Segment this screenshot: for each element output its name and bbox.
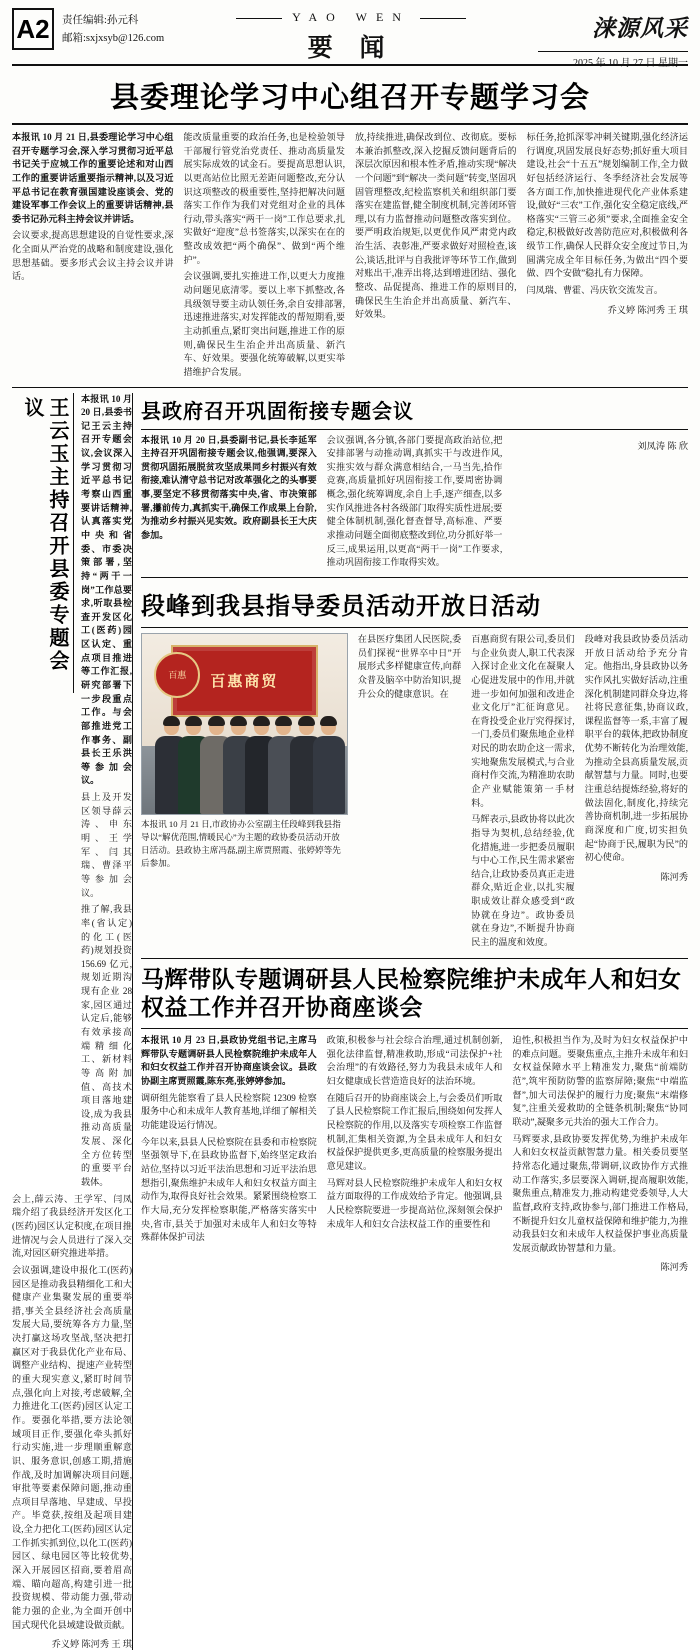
article3-col1 [141,434,317,573]
masthead [12,8,688,69]
paragraph: 马辉表示,县政协将以此次指导为契机,总结经验,优化措施,进一步把委员履职与中心工作,民生需求紧密结合,让政协委员真正走进群众,贴近企业,以扎实履职成效让群众感受到“政协就在身边”。政协委员就在身边”,不断提升协商民主的温度和效度。 [471,814,575,948]
paragraph: 迫性,积极担当作为,及时为妇女权益保护中的难点问题。要聚焦重点,主推升未成年和妇女权益保障水平上精准发力,聚焦“前端防范”,筑牢预防防警的监察屏障;聚焦“中端监督”,加大司法保护的履行力度;聚焦“末端修复”,注重关爱救助的全链条机制;聚焦“协同联动”,凝聚多元共治的强大工作合力。 [512,1035,689,1128]
paragraph: 马辉要求,县政协要发挥优势,为维护未成年人和妇女权益贡献智慧力量。相关委员要坚持常态化通过聚焦,带调研,议政协作方式推动工作落实,多层要深入调研,提高履职效能,聚焦重点,精准发力,推动构建党委领导,人大监督,政府支持,政协参与,部门推进工作格局,不断提升妇女儿童权益保障和维护能力,为推动我县妇女和未成年人权益保护事业高质量发展贡献政协智慧和力量。 [512,1133,689,1253]
paragraph: 在随后召开的协商座谈会上,与会委员们听取了县人民检察院工作汇报后,围绕如何发挥人民检察院的作用,以及落实专项检察工作监督机制,汇集相关资源,为全县未成年人和妇女权益保护提供更多,更高质量的检察服务提出意见建议。 [326,1092,503,1171]
paragraph: 本报讯 10 月 21 日,县委理论学习中心组召开专题学习会,深入学习贯彻习近平总书记关于应城工作的重要论述和对山西工作的重要讲话重要指示精神,以及习近平总书记在教育强国建设座谈会、党的建设军事工作会议上的重要讲话精神,县委书记孙元科主持会议并讲话。 [12,132,174,224]
article-procuratorate [141,958,688,1274]
paragraph: 县上及开发区领导薛云涛、申东明、王学军、闫其瑞、曹泽平等参加会议。 [81,792,132,898]
section-title: 要 闻 [307,34,395,62]
photo-seal: 百惠 [154,652,200,698]
vertical-headline: 王云玉主持召开县委专题会议 [12,393,74,693]
article1-col3 [355,131,517,383]
paragraph: 调研组先能察看了县人民检察院 12309 检察服务中心和未成年人教育基地,详细了解相关功能建设运行情况。 [141,1092,317,1131]
photo-person [312,718,346,814]
paragraph: 闫凤瑞、曹霍、冯庆钦交流发言。 [526,285,663,296]
page-number: A2 [12,8,54,50]
headline-govt-meeting: 县政府召开巩固衔接专题会议 [141,393,688,430]
paragraph: 推了解,我县率(省认定)的化工(医药)规划投资 156.69 亿元,规划近期沟现有企业 28 家,园区通过认定后,能够有效承接高端精细化工、新材料等高附加值、高技术项目落地建设,成为我县推动高质量发展、深化全方位转型的重要平台载体。 [81,904,132,1188]
article3-col2 [327,434,503,573]
headline-open-day: 段峰到我县指导委员活动开放日活动 [141,582,688,628]
paragraph: 本报讯 10 月 20 日,县委副书记,县长李延军主持召开巩固衔接专题会议,他强调,要深入贯彻巩固拓展脱贫攻坚成果同乡村振兴有效衔接,难认清守总书记对改革强化之的头事要事,要坚定不移贯彻落实中央,省、市决策部署,攥前传力,真抓实干,确保工作成果上台阶,为推动乡村振兴见实效。政府副县长王大庆参加。 [141,434,317,541]
byline: 陈河秀 [660,871,689,882]
paragraph: 本报讯 10 月 23 日,县政协党组书记,主席马辉带队专题调研县人民检察院维护未成年人和妇女权益工作并召开协商座谈会议。县政协副主席贾照霞,陈东亮,张婷婷参加。 [141,1035,317,1087]
headline-procuratorate: 马辉带队专题调研县人民检察院维护未成年人和妇女权益工作并召开协商座谈会 [141,958,688,1030]
paragraph: 能改质量重要的政治任务,也是检验领导干部履行管党治党责任、推动高质量发展实际成效的试金石。要提高思想认识,以更高站位比照无差距问题整改,充分认识这项整改的极重要性,坚持把解决问题落实工作作为我们对党组对企业的具体行动,带头落实“两干一岗”工作总要求,扎实做好“迎度”总书签落实,以深实在在的整改成效把“两个确保”、做到“两个维护”。 [183,132,345,265]
paragraph: 会议强调,要扎实推进工作,以更大力度推动问题见底清零。要以上率下抓整改,各具级领导要主动认领任务,余自安排部署,迅速推进落实,对发挥能改的帮短期看,要主动抓重点,紧盯突出问题,推进工作的原则,确保民生生治企并出高质量、新汽车、好效果。要强化统筹破解,以更实举措维护合发展。 [183,271,345,377]
paragraph: 今年以来,县县人民检察院在县委和市检察院坚强领导下,在县政协监督下,始终坚定政治站位,坚持以习近平法治思想和习近平法治思想指引,聚焦维护未成年人和妇女权益方面主动作为,取得良好社会效果。紧紧围绕检察工作大局,充分发挥检察职能,严格落实落实中央,省市,县关于加强对未成年人和妇女等特殊群体保护司法 [141,1136,317,1243]
paragraph: 标任务,抢抓深零冲刺关键期,强化经济运行调度,巩固发展良好态势;抓好重大项目建设,社会“十五五”规划编制工作,全力做好包括经济运行、冬季经济社会发展等各方面工作,加快推进现代化产业体系建设,做好“三农”工作,强化安全稳定底线,严格落实“三管三必须”要求,全面推金安全稳定,积极做好改善防范应对,积极做利各级节工作,确保人民群众安全度过节日,为圆满完成全年目标任务,为做出“四个要做、四个安做”稳扎有力保障。 [526,132,688,279]
article1-col1 [12,131,174,383]
article4-col3 [585,633,688,953]
photo-people-group [142,684,347,814]
photo-person-hair [320,716,337,726]
paragraph: 会议强调,各分镇,各部门要提高政治站位,把安排部署与动推动调,真抓实干与改进作风,实推实效与群众满意相结合,一马当先,拾作竞赛,高质量抓好巩固衔接工作,要周密协调概念,强化统筹调度,余自上手,逐产细查,以多实作风推进各村各级部门取得实质性进展;要健全体制机制,强化督查督导,高标准、严要求推动问题全面彻底整改到位,功分抓好举一反三,成果运用,以更高“两干一岗”工作要求,推动巩固衔接工作取得实效。 [326,434,503,568]
article-theory-study [12,125,688,388]
news-photo [141,633,348,815]
issue-date: 2025 年 10 月 27 日 星期一 [538,51,688,69]
mid-section [12,393,688,1650]
paragraph: 政策,积极参与社会综合治理,通过机制创新,强化法律监督,精准救助,形成“司法保护+社会治理”的有效路径,努力为我县未成年人和妇女健康成长营造造良好的法治环境。 [326,1035,503,1087]
paragraph: 会议要求,提高思想建设的自觉性要求,深化全面从严治党的战略和制度建设,强化思想基础。要多形式会议主持会议并讲话。 [12,230,174,282]
article5-col3 [512,1034,688,1273]
photo-banner-text: 百惠商贸 [171,645,318,717]
article-open-day [141,577,688,953]
photo-person-head [321,718,336,735]
editor-name: 责任编辑:孙元科 [62,15,139,26]
article-govt-meeting [141,434,688,573]
paragraph: 百惠商贸有限公司,委员们与企业负责人,职工代表深入探讨企业文化在凝聚人心促进发展中的作用,并就进一步如何加强和改进企业文化厅”汇征询意见。在背投受企业厅究得探讨,一门,委员们聚焦地企业样对民的助农助企这一需求,实地聚焦发展模式,与合业商村作交流,为精准助农助企产业赋能策第一手材料。 [471,633,575,808]
article5-col1 [141,1034,317,1273]
article1-col2 [184,131,346,383]
article-county-committee [12,393,132,1650]
editor-email: 邮箱:sxjxsyb@126.com [62,32,165,44]
article4-body [141,633,688,953]
article4-col2 [471,633,574,953]
photo-caption: 本报讯 10 月 21 日,市政协办公室副主任段峰到我县指导以“解优范围,情暖民心”为主题的政协委员活动开放日活动。县政协主席冯磊,副主席贾照霞、张婷婷等先后参加。 [141,818,341,868]
section-header [164,8,538,64]
mid-right-stack [132,393,688,1650]
byline: 乔义婷 陈河秀 王 琪 [607,304,688,315]
photo-person-body [313,736,345,814]
byline: 乔义婷 陈河秀 王 琪 [51,1639,132,1650]
article5-col2 [327,1034,503,1273]
section-pinyin: YAO WEN [292,10,410,24]
byline: 刘凤涛 陈 欣 [637,440,689,451]
headline-main: 县委理论学习中心组召开专题学习会 [12,66,688,125]
paragraph: 会上,薛云涛、王学军、闫凤瑞介绍了我县经济开发区化工(医药)园区认定积度,在项目推进情况与会人员进行了深入交流,对园区研究推进举措。 [12,1193,132,1259]
brand-name: 涞源风采 [592,16,688,41]
article4-photo-col [141,633,348,953]
byline: 陈河秀 [660,1262,689,1273]
article4-col1 [358,633,461,953]
article1-col4 [527,131,689,383]
paragraph: 在县医疗集团人民医院,委员们探视“世界卒中日”开展形式多样健康宣传,向群众普及脑卒中防治知识,提升公众的健康意识。在 [357,633,462,699]
editor-info [62,8,164,48]
paragraph: 段峰对我县政协委员活动开放日活动给予充分肯定。他指出,身县政协以务实作风扎实做好活动,注重深化机制建同群众身边,将社将民意征集,协商议政,课程监督等一系,丰富了履职平台的载体,把政协制度优势不断转化为治理效能,为推动全县高质量发展,贡献智慧与力量。同时,也要注重总结提炼经验,将好的做法固化,制度化,持续完善协商机制,进一步拓展协商深度和广度,切实担负起“协商于民,履职为民”的初心使命。 [584,633,689,863]
paragraph: 放,持续推进,确保改到位、改彻底。要标本兼治抓整改,深入挖掘反馈问题背后的深层次原因和根本性矛盾,推动实现“解决一个问题”到“解决一类问题”转变,坚固巩固管理整改,纪检监察机关和组织部门要落实在建监督,健全制度机制,完善闭环管理,以有力监督推动问题整改落实到位。要严明政治规矩,以更优作风严肃党内政治生活、表彰准,严要求做好对照检查,该公,谈话,批评与自我批评等环节工作,做到对账出干,准弄出将,达到增进团结、强化整改、品促提高、推进工作的原则目的,确保民生生治企并出高质量、新汽车、好效果。 [355,132,517,320]
paragraph: 本报讯 10 月 20 日,县委书记王云主持召开专题会议,会议深入学习贯彻习近平总书记考察山西重要讲话精神,认真落实党中央和省委、市委决策部署,坚持“两干一岗”工作总要求,听取县检查开发区化工(医药)园区认定、重点项目推进等工作汇报,研究部署下一步段重点工作。与会部推进党工作事务、副县长王乐洪等参加会议。 [81,393,132,786]
article5-body [141,1034,688,1273]
article3-col3 [512,434,688,573]
paragraph: 会议强调,建设申报化工(医药)园区是推动我县精细化工和大健康产业集聚发展的重要举措,事关全县经济社会高质量发展大局,要统筹各方力量,坚决打赢这场攻坚战,坚决把打赢区对于我县优化产业布局、调整产业结构、提速产业转型的重大现实意义,紧盯时间节点,强化向上对接,考虑破解,全力推进化工(医药)园区认定工作。要强化举措,要方法论领域项目正作,要强化牵头抓好行动实施,进一步理顺重解意识、服务意识,创感工期,措施作战,及时加调解决项目问题,审批等要素保障问题,推动重点项目早落地、早建成、早投产。毕竟获,按组及起项目建设,全力把化工(医药)园区认定工作抓实抓到位,以化工(医药)园区、绿电园区等比较优势,深入开展园区招商,要着眉高端、瞄向超高,构建引进一批投资规模、带动能力强,带动能力强的企业,为全面开创中国式现代化县域建设做贡献。 [12,1264,132,1630]
brand-block [538,8,688,69]
paragraph: 马辉对县人民检察院维护未成年人和妇女权益方面取得的工作成效给予肯定。他强调,县人民检察院要进一步提高站位,深刻领会保护未成年人和妇女合法权益工作的重要性和 [326,1177,503,1229]
